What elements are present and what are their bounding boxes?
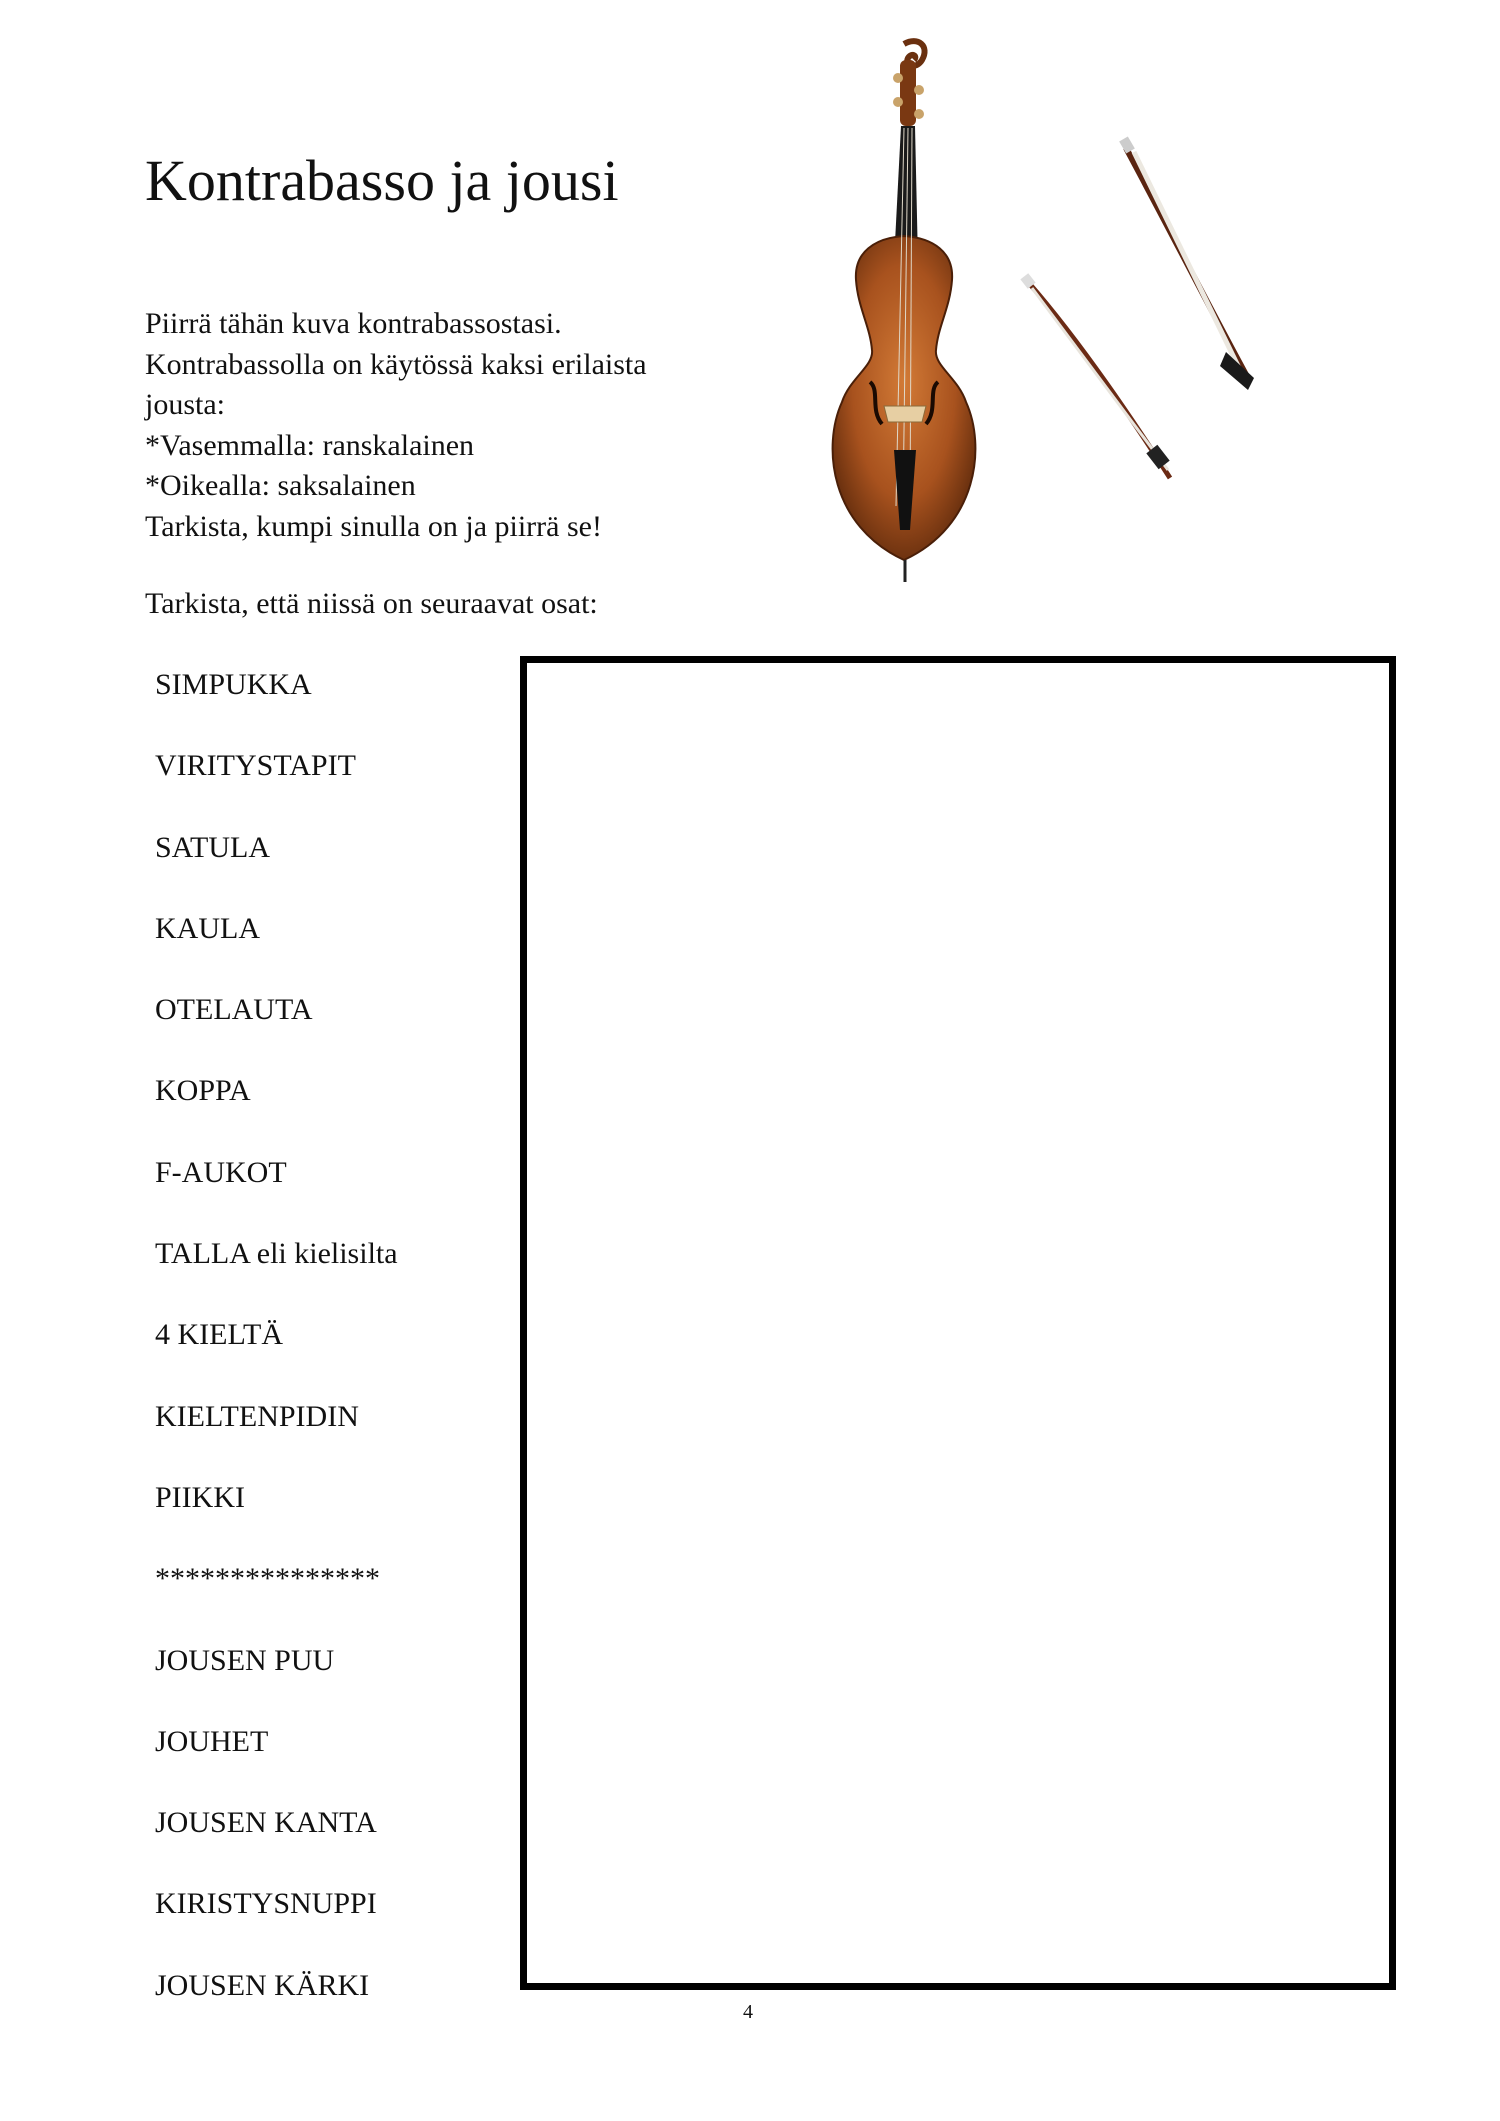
list-item: JOUSEN PUU — [155, 1643, 335, 1677]
list-item: KOPPA — [155, 1074, 251, 1108]
double-bass-and-bows-illustration — [770, 30, 1330, 590]
list-item: JOUHET — [155, 1724, 269, 1758]
list-item: JOUSEN KANTA — [155, 1806, 377, 1840]
german-bow-icon — [1119, 136, 1254, 390]
list-item: 4 KIELTÄ — [155, 1318, 284, 1352]
list-item: KAULA — [155, 911, 260, 945]
list-item: JOUSEN KÄRKI — [155, 1968, 370, 2002]
instruction-line: *Vasemmalla: ranskalainen — [145, 428, 475, 462]
checklist-heading: Tarkista, että niissä on seuraavat osat: — [145, 587, 598, 620]
list-item: KIRISTYSNUPPI — [155, 1887, 377, 1921]
french-bow-icon — [1020, 273, 1170, 478]
list-item: OTELAUTA — [155, 993, 313, 1027]
list-separator: *************** — [155, 1562, 380, 1596]
list-item: SATULA — [155, 830, 271, 864]
list-item: F-AUKOT — [155, 1155, 287, 1189]
instruction-line: Piirrä tähän kuva kontrabassostasi. — [145, 307, 562, 340]
list-item: SIMPUKKA — [155, 668, 312, 701]
instruction-line: Kontrabassolla on käytössä kaksi erilaista — [145, 347, 647, 381]
parts-list — [155, 665, 398, 2047]
instruction-line: *Oikealla: saksalainen — [145, 469, 416, 502]
page-title: Kontrabasso ja jousi — [145, 148, 619, 213]
page-number: 4 — [743, 2001, 753, 2023]
instructions — [145, 304, 765, 547]
list-item: PIIKKI — [155, 1480, 245, 1514]
drawing-area[interactable] — [520, 656, 1396, 1990]
list-item: KIELTENPIDIN — [155, 1399, 359, 1433]
instruction-line: Tarkista, kumpi sinulla on ja piirrä se! — [145, 509, 602, 543]
instruction-line: jousta: — [145, 388, 225, 421]
list-item: TALLA eli kielisilta — [155, 1237, 398, 1271]
double-bass-icon — [833, 41, 976, 582]
list-item: VIRITYSTAPIT — [155, 749, 356, 783]
